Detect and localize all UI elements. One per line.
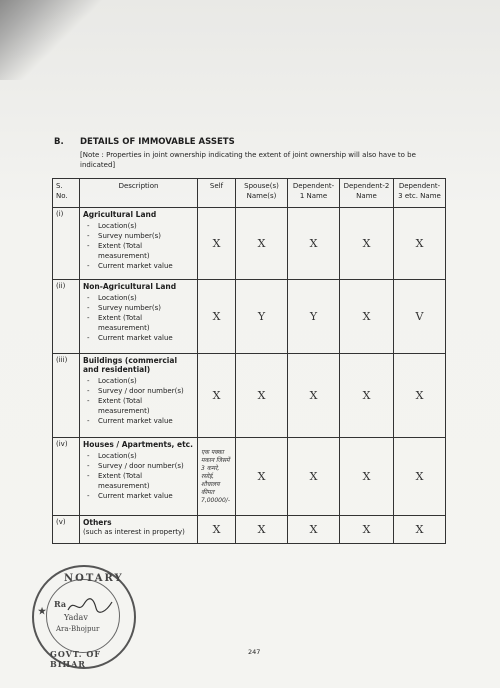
list-item: - Location(s)	[87, 293, 194, 303]
section-heading	[54, 137, 235, 147]
list-item: - Extent (Total measurement)	[87, 471, 194, 491]
list-item: - Survey / door number(s)	[87, 461, 194, 471]
list-item: - Survey number(s)	[87, 303, 194, 313]
row-title: Agricultural Land	[83, 210, 157, 219]
mark-dependent-3: X	[394, 208, 446, 280]
mark-dependent-1: X	[288, 438, 340, 516]
mark-self: X	[198, 280, 236, 354]
section-note: [Note : Properties in joint ownership indicating the extent of joint ownership will also have to be indicated]	[80, 151, 416, 169]
row-description	[80, 438, 198, 516]
list-item: - Location(s)	[87, 451, 194, 461]
section-title: DETAILS OF IMMOVABLE ASSETS	[80, 137, 235, 147]
table-row	[53, 354, 446, 438]
mark-dependent-2: X	[340, 208, 394, 280]
list-item: - Extent (Total measurement)	[87, 396, 194, 416]
mark-dependent-1: X	[288, 208, 340, 280]
list-item: - Extent (Total measurement)	[87, 313, 194, 333]
mark-dependent-3: X	[394, 354, 446, 438]
mark-dependent-2: X	[340, 354, 394, 438]
stamp-notary-text: NOTARY	[64, 573, 124, 584]
page-number: 247	[248, 648, 261, 656]
list-item: - Location(s)	[87, 221, 194, 231]
mark-dependent-1: Y	[288, 280, 340, 354]
mark-dependent-1: X	[288, 354, 340, 438]
row-sno: (iii)	[53, 354, 80, 438]
stamp-place: Ara-Bhojpur	[56, 625, 100, 633]
list-item: - Current market value	[87, 491, 194, 501]
table-row	[53, 208, 446, 280]
header-dependent-3: Dependent-3 etc. Name	[394, 179, 446, 208]
table-header-row	[53, 179, 446, 208]
immovable-assets-table	[52, 178, 446, 544]
stamp-name-1: Ra	[54, 599, 67, 609]
mark-dependent-3: X	[394, 438, 446, 516]
handwritten-house-details: एक पक्का मकान जिसमें 3 कमरे, रसोई, शौचालय कीमत 7,00000/-	[198, 438, 236, 516]
mark-self: X	[198, 516, 236, 544]
star-icon: ★	[38, 607, 47, 617]
list-item: - Current market value	[87, 261, 194, 271]
row-sno: (i)	[53, 208, 80, 280]
row-title: Non-Agricultural Land	[83, 282, 177, 291]
mark-self: X	[198, 354, 236, 438]
row-sno: (iv)	[53, 438, 80, 516]
mark-dependent-1: X	[288, 516, 340, 544]
table-row	[53, 438, 446, 516]
row-description	[80, 516, 198, 544]
mark-spouse: X	[236, 208, 288, 280]
mark-spouse: Y	[236, 280, 288, 354]
mark-spouse: X	[236, 438, 288, 516]
row-subtitle: (such as interest in property)	[83, 528, 185, 536]
row-title: Houses / Apartments, etc.	[83, 440, 193, 449]
list-item: - Current market value	[87, 333, 194, 343]
row-sno: (v)	[53, 516, 80, 544]
table-row	[53, 516, 446, 544]
mark-dependent-2: X	[340, 280, 394, 354]
section-letter: B.	[54, 137, 64, 147]
notary-signature	[66, 596, 114, 616]
list-item: - Survey / door number(s)	[87, 386, 194, 396]
stamp-name-2: Yadav	[64, 613, 88, 622]
notary-stamp	[32, 565, 136, 669]
mark-dependent-2: X	[340, 438, 394, 516]
row-description	[80, 280, 198, 354]
header-dependent-1: Dependent-1 Name	[288, 179, 340, 208]
table-row	[53, 280, 446, 354]
header-description: Description	[80, 179, 198, 208]
header-spouse: Spouse(s) Name(s)	[236, 179, 288, 208]
scan-shadow	[0, 0, 150, 80]
row-description	[80, 354, 198, 438]
row-sno: (ii)	[53, 280, 80, 354]
header-sno: S. No.	[53, 179, 80, 208]
header-self: Self	[198, 179, 236, 208]
list-item: - Current market value	[87, 416, 194, 426]
list-item: - Extent (Total measurement)	[87, 241, 194, 261]
mark-spouse: X	[236, 354, 288, 438]
row-description	[80, 208, 198, 280]
mark-dependent-3: V	[394, 280, 446, 354]
mark-spouse: X	[236, 516, 288, 544]
mark-self: X	[198, 208, 236, 280]
header-dependent-2: Dependent-2 Name	[340, 179, 394, 208]
mark-dependent-2: X	[340, 516, 394, 544]
mark-dependent-3: X	[394, 516, 446, 544]
row-title: Buildings (commercial and residential)	[83, 356, 178, 374]
list-item: - Survey number(s)	[87, 231, 194, 241]
list-item: - Location(s)	[87, 376, 194, 386]
stamp-govt-text: GOVT. OF BIHAR	[50, 649, 102, 669]
row-title: Others	[83, 518, 112, 527]
